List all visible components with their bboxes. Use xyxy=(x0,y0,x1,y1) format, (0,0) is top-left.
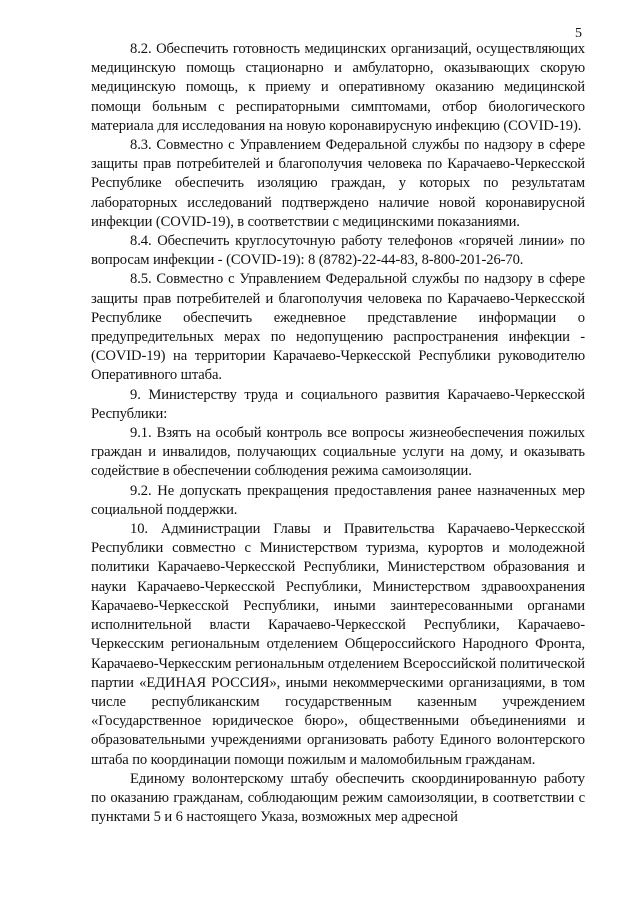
document-body xyxy=(91,40,585,827)
paragraph-9-2: 9.2. Не допускать прекращения предоставления ранее назначенных мер социальной поддержки. xyxy=(91,482,585,518)
paragraph-8-2: 8.2. Обеспечить готовность медицинских организаций, осуществляющих медицинскую помощь стационарно и амбулаторно, оказывающих скорую медицинскую помощь, к приему и оперативному оказанию медицинской помощи больным с респираторными симптомами, отбор биологического материала для исследования на новую коронавирусную инфекцию (COVID-19). xyxy=(91,41,585,134)
paragraph-8-4: 8.4. Обеспечить круглосуточную работу телефонов «горячей линии» по вопросам инфекции - (COVID-19): 8 (8782)-22-44-83, 8-800-201-26-70. xyxy=(91,233,585,269)
page-number: 5 xyxy=(575,26,582,41)
paragraph-9: 9. Министерству труда и социального развития Карачаево-Черкесской Республики: xyxy=(91,386,585,422)
paragraph-9-1: 9.1. Взять на особый контроль все вопросы жизнеобеспечения пожилых граждан и инвалидов, получающих социальные услуги на дому, и оказывать содействие в обеспечении соблюдения режима самоизоляции. xyxy=(91,425,585,480)
paragraph-10: 10. Администрации Главы и Правительства Карачаево-Черкесской Республики совместно с Министерством туризма, курортов и молодежной политики Карачаево-Черкесской Республики, Министерством образования и науки Карачаево-Черкесской Республики, Министерством здравоохранения Карачаево-Черкесской Республики, иными заинтересованными органами исполнительной власти Карачаево-Черкесской Республики, Карачаево-Черкесским региональным отделением Общероссийского Народного Фронта, Карачаево-Черкесским региональным отделением Всероссийской политической партии «ЕДИНАЯ РОССИЯ», иными некоммерческими организациями, в том числе республиканским государственным казенным учреждением «Государственное юридическое бюро», общественными объединениями и образовательными учреждениями организовать работу Единого волонтерского штаба по координации помощи пожилым и маломобильным гражданам. xyxy=(91,521,585,768)
paragraph-8-3: 8.3. Совместно с Управлением Федеральной службы по надзору в сфере защиты прав потребителей и благополучия человека по Карачаево-Черкесской Республике обеспечить изоляцию граждан, у которых по результатам лабораторных исследований подтверждено наличие новой коронавирусной инфекции (COVID-19), в соответствии с медицинскими показаниями. xyxy=(91,137,585,230)
paragraph-8-5: 8.5. Совместно с Управлением Федеральной службы по надзору в сфере защиты прав потребителей и благополучия человека по Карачаево-Черкесской Республике обеспечить ежедневное представление информации о предупредительных мерах по недопущению распространения инфекции - (COVID-19) на территории Карачаево-Черкесской Республики руководителю Оперативного штаба. xyxy=(91,271,585,384)
paragraph-volunteer-hq: Единому волонтерскому штабу обеспечить скоординированную работу по оказанию гражданам, соблюдающим режим самоизоляции, в соответствии с пунктами 5 и 6 настоящего Указа, возможных мер адресной xyxy=(91,770,585,826)
